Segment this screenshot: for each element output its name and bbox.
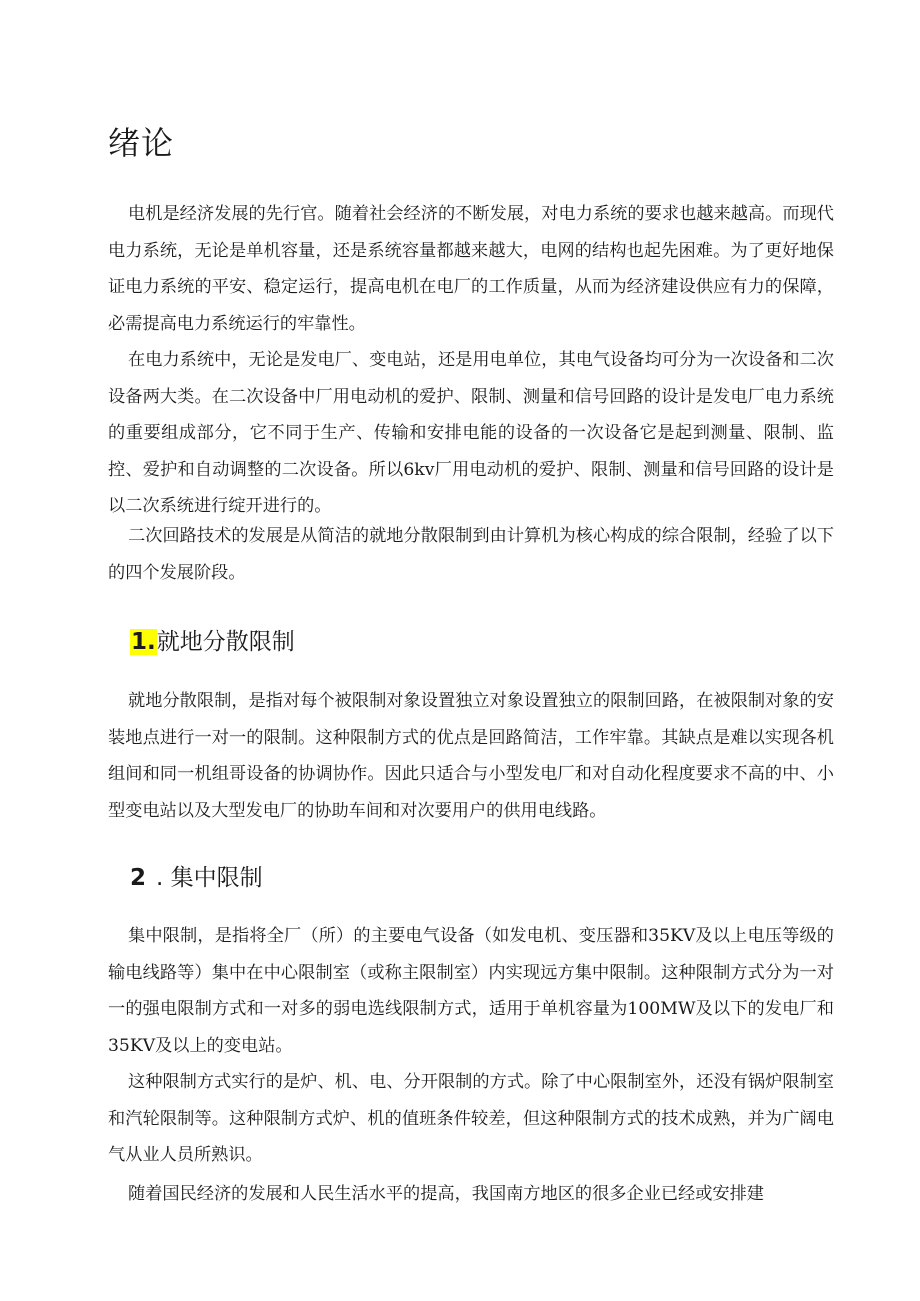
section-heading-1 [130,623,295,656]
paragraph-secondary-equipment: 在电力系统中，无论是发电厂、变电站，还是用电单位，其电气设备均可分为一次设备和二次设备两大类。在二次设备中厂用电动机的爱护、限制、测量和信号回路的设计是发电厂电力系统的重要组成部分，它不同于生产、传输和安排电能的设备的一次设备它是起到测量、限制、监控、爱护和自动调整的二次设备。所以6kv厂用电动机的爱护、限制、测量和信号回路的设计是以二次系统进行绽开进行的。 [108,350,834,516]
section-number-1: 1. [131,629,156,655]
paragraph-control-method: 这种限制方式实行的是炉、机、电、分开限制的方式。除了中心限制室外，还没有锅炉限制室和汽轮限制等。这种限制方式炉、机的值班条件较差，但这种限制方式的技术成熟，并为广阔电气从业人员所熟识。 [108,1072,834,1165]
section-label-1: 就地分散限制 [156,629,295,655]
section-label-2: . 集中限制 [156,865,263,891]
paragraph-intro: 电机是经济发展的先行官。随着社会经济的不断发展，对电力系统的要求也越来越高。而现代电力系统，无论是单机容量，还是系统容量都越来越大，电网的结构也起先困难。为了更好地保证电力系统的平安、稳定运行，提高电机在电厂的工作质量，从而为经济建设供应有力的保障，必需提高电力系统运行的牢靠性。 [108,204,834,334]
page-title: 绪论 [108,124,175,162]
section-number-2: 2 [130,865,147,891]
section-heading-2 [130,859,263,892]
paragraph-development-stages: 二次回路技术的发展是从简洁的就地分散限制到由计算机为核心构成的综合限制，经验了以下的四个发展阶段。 [108,526,834,583]
paragraph-local-control: 就地分散限制，是指对每个被限制对象设置独立对象设置独立的限制回路，在被限制对象的安装地点进行一对一的限制。这种限制方式的优点是回路简洁，工作牢靠。其缺点是难以实现各机组间和同一机组哥设备的协调协作。因此只适合与小型发电厂和对自动化程度要求不高的中、小型变电站以及大型发电厂的协助车间和对次要用户的供用电线路。 [108,691,834,821]
paragraph-centralized-control: 集中限制，是指将全厂（所）的主要电气设备（如发电机、变压器和35KV及以上电压等级的输电线路等）集中在中心限制室（或称主限制室）内实现远方集中限制。这种限制方式分为一对一的强电限制方式和一对多的弱电选线限制方式，适用于单机容量为100MW及以下的发电厂和35KV及以上的变电站。 [108,926,834,1056]
paragraph-economic-development: 随着国民经济的发展和人民生活水平的提高，我国南方地区的很多企业已经或安排建 [128,1184,764,1204]
